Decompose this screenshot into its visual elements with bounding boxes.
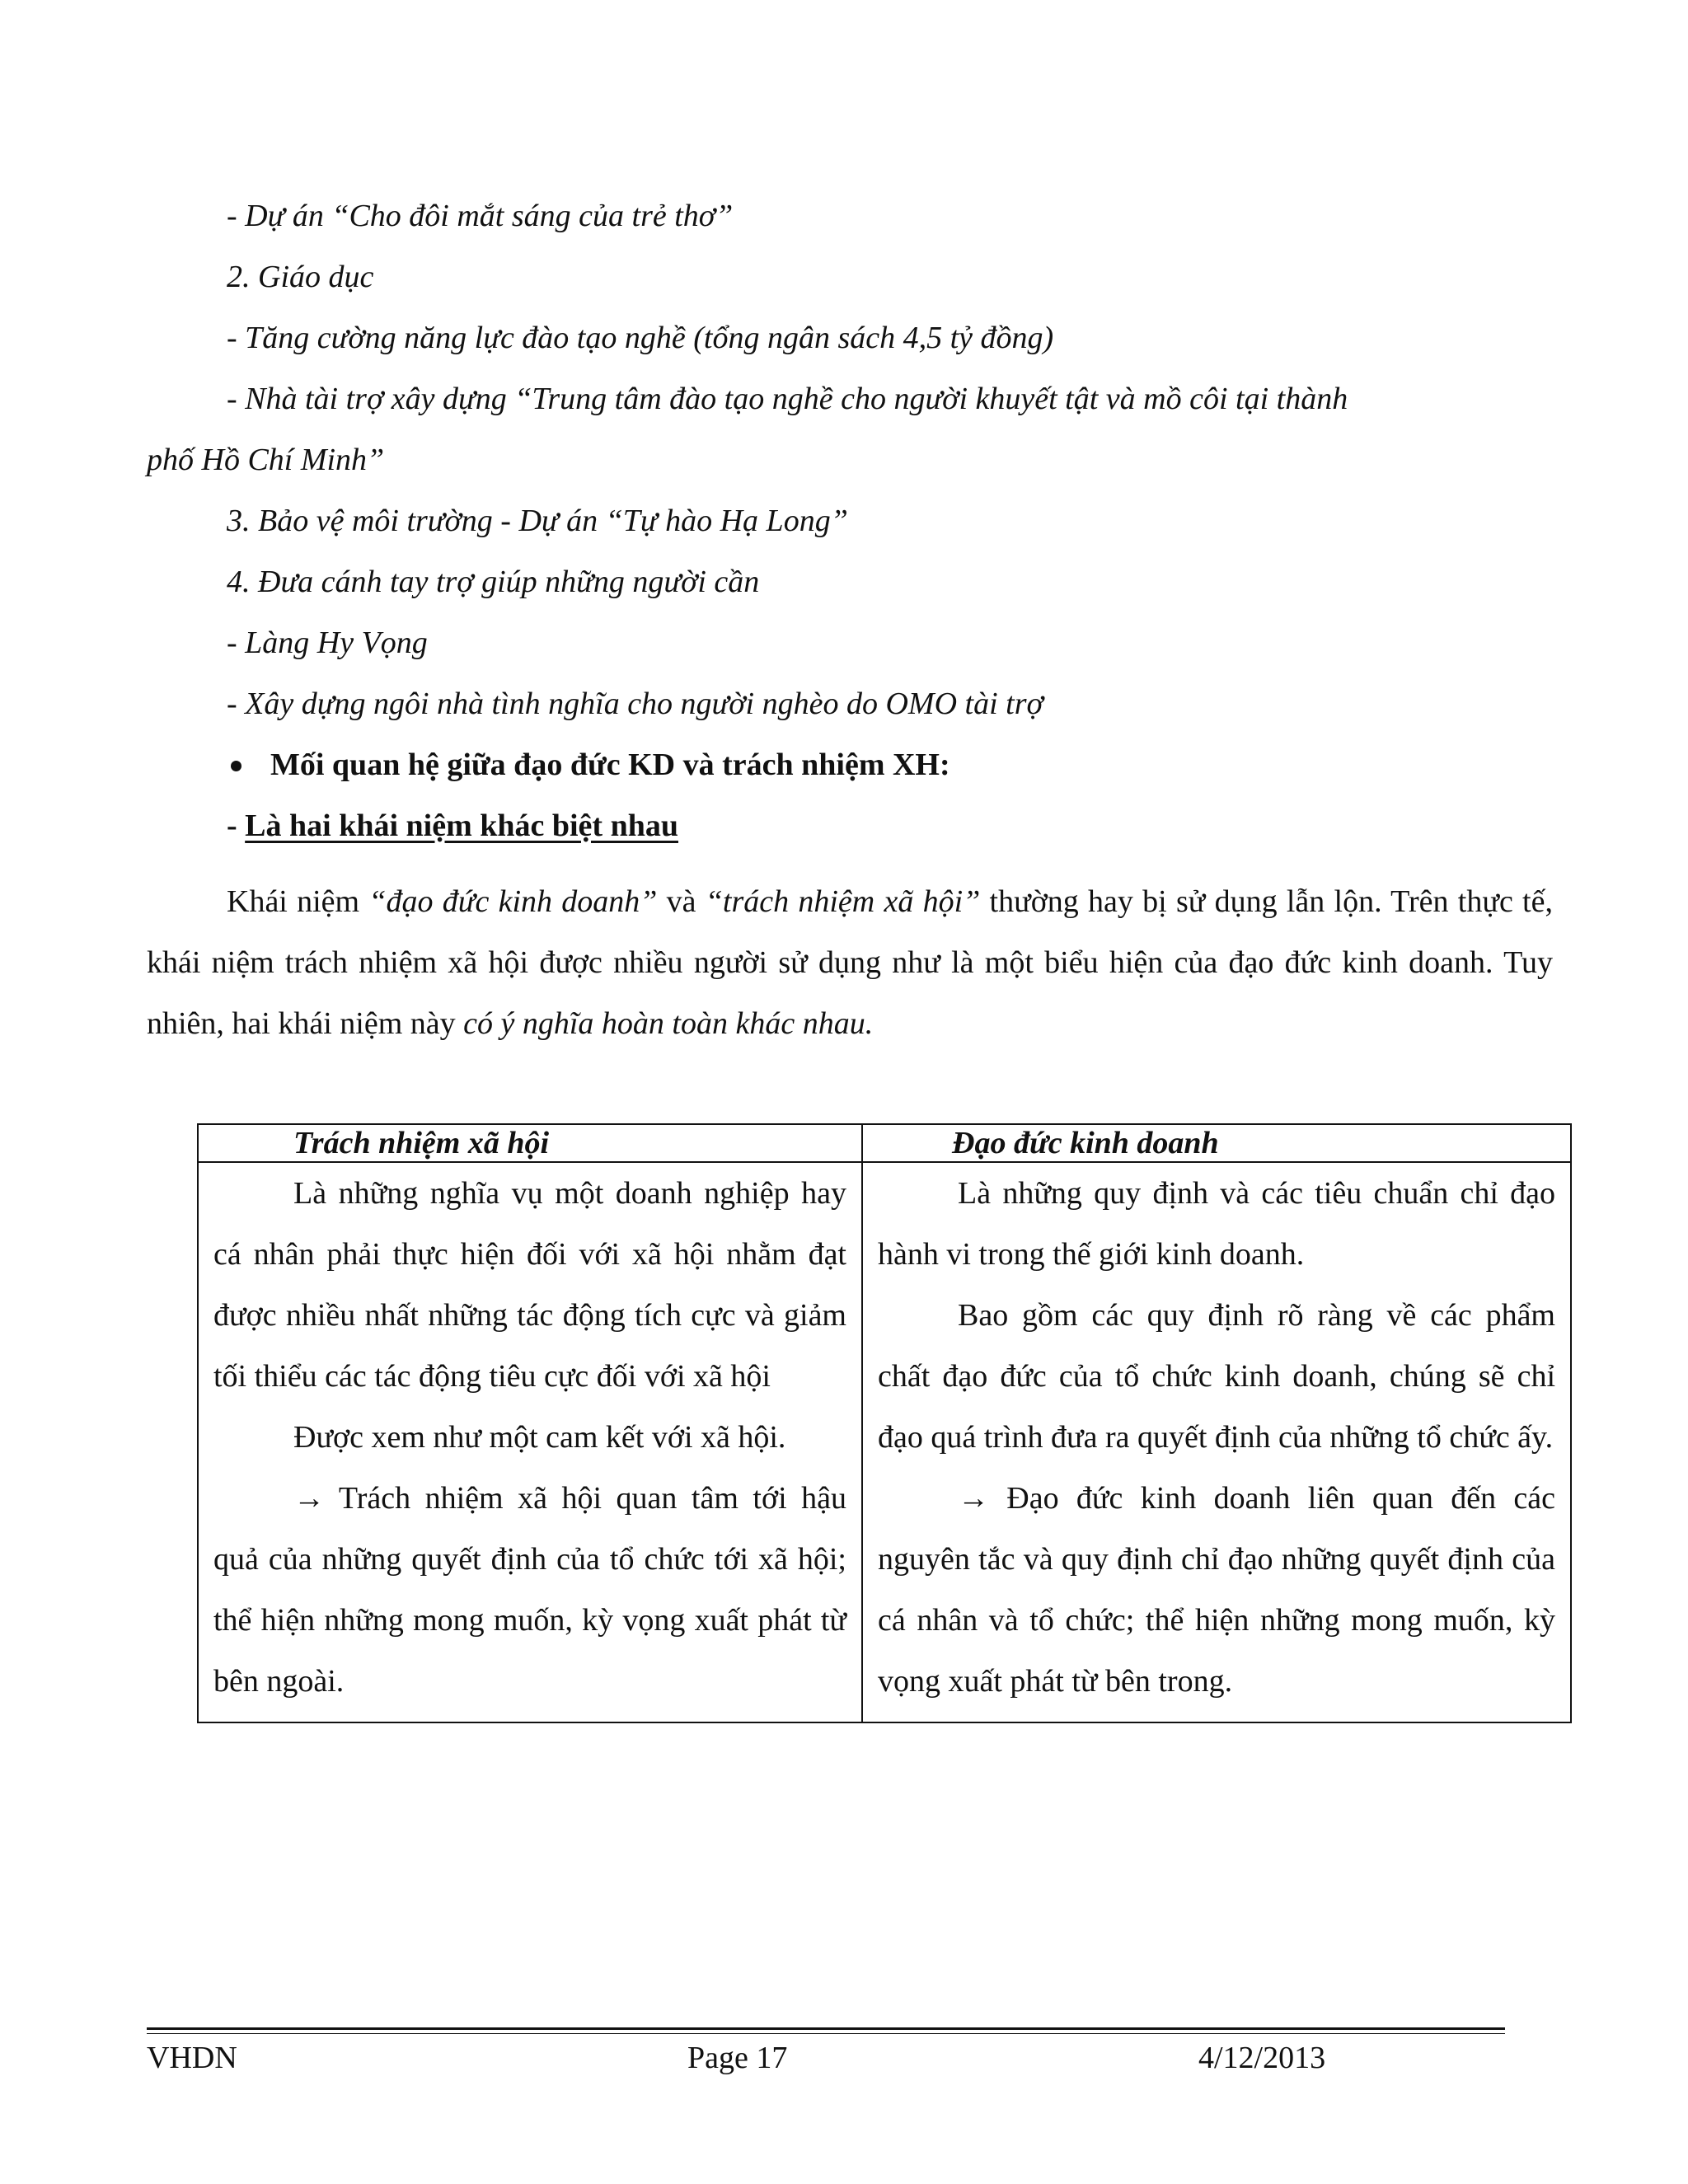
bullet-icon bbox=[231, 761, 241, 771]
sub-heading bbox=[227, 806, 678, 846]
list-item: - Xây dựng ngôi nhà tình nghĩa cho người nghèo do OMO tài trợ bbox=[227, 687, 1043, 721]
table-header: Trách nhiệm xã hội bbox=[198, 1124, 862, 1162]
comparison-table bbox=[197, 1123, 1572, 1723]
sub-heading-text: Là hai khái niệm khác biệt nhau bbox=[245, 808, 678, 843]
footer-divider bbox=[147, 2033, 1505, 2034]
list-item: - Tăng cường năng lực đào tạo nghề (tổng ngân sách 4,5 tỷ đồng) bbox=[227, 321, 1054, 355]
list-item: - Làng Hy Vọng bbox=[227, 626, 428, 660]
bullet-heading: Mối quan hệ giữa đạo đức KD và trách nhiệm XH: bbox=[270, 748, 950, 782]
body-paragraph: Khái niệm “đạo đức kinh doanh” và “trách nhiệm xã hội” thường hay bị sử dụng lẫn lộn. Trên thực tế, khái niệm trách nhiệm xã hội được nhiều người sử dụng như là một biểu hiện của đạo đức kinh doanh. Tuy nhiên, hai khái niệm này có ý nghĩa hoàn toàn khác nhau. bbox=[147, 884, 1553, 1041]
section-heading-education: 2. Giáo dục bbox=[227, 260, 374, 294]
table-row bbox=[198, 1162, 1571, 1722]
section-heading-environment: 3. Bảo vệ môi trường - Dự án “Tự hào Hạ Long” bbox=[227, 504, 848, 538]
list-item: - Nhà tài trợ xây dựng “Trung tâm đào tạo nghề cho người khuyết tật và mồ côi tại thành bbox=[227, 382, 1348, 416]
footer-page-number: Page 17 bbox=[687, 2041, 788, 2075]
footer-date: 4/12/2013 bbox=[1198, 2041, 1326, 2075]
table-cell-business-ethics: Là những quy định và các tiêu chuẩn chỉ đạo hành vi trong thế giới kinh doanh. Bao gồm các quy định rõ ràng về các phẩm chất đạo đức của tổ chức kinh doanh, chúng sẽ chỉ đạo quá trình đưa ra quyết định của những tổ chức ấy. → Đạo đức kinh doanh liên quan đến các nguyên tắc và quy định chỉ đạo những quyết định của cá nhân và tổ chức; thể hiện những mong muốn, kỳ vọng xuất phát từ bên trong. bbox=[862, 1162, 1571, 1722]
sub-heading-dash: - bbox=[227, 808, 246, 843]
list-item: - Dự án “Cho đôi mắt sáng của trẻ thơ” bbox=[227, 199, 734, 233]
table-cell-social-responsibility: Là những nghĩa vụ một doanh nghiệp hay cá nhân phải thực hiện đối với xã hội nhằm đạt được nhiều nhất những tác động tích cực và giảm tối thiểu các tác động tiêu cực đối với xã hội Được xem như một cam kết với xã hội. → Trách nhiệm xã hội quan tâm tới hậu quả của những quyết định của tổ chức tới xã hội; thể hiện những mong muốn, kỳ vọng xuất phát từ bên ngoài. bbox=[198, 1162, 862, 1722]
footer-doc-name: VHDN bbox=[147, 2041, 237, 2075]
table-header-row bbox=[198, 1124, 1571, 1162]
footer-divider bbox=[147, 2027, 1505, 2030]
list-item-continuation: phố Hồ Chí Minh” bbox=[147, 443, 385, 477]
section-heading-helping-hand: 4. Đưa cánh tay trợ giúp những người cần bbox=[227, 565, 760, 599]
table-header: Đạo đức kinh doanh bbox=[862, 1124, 1571, 1162]
